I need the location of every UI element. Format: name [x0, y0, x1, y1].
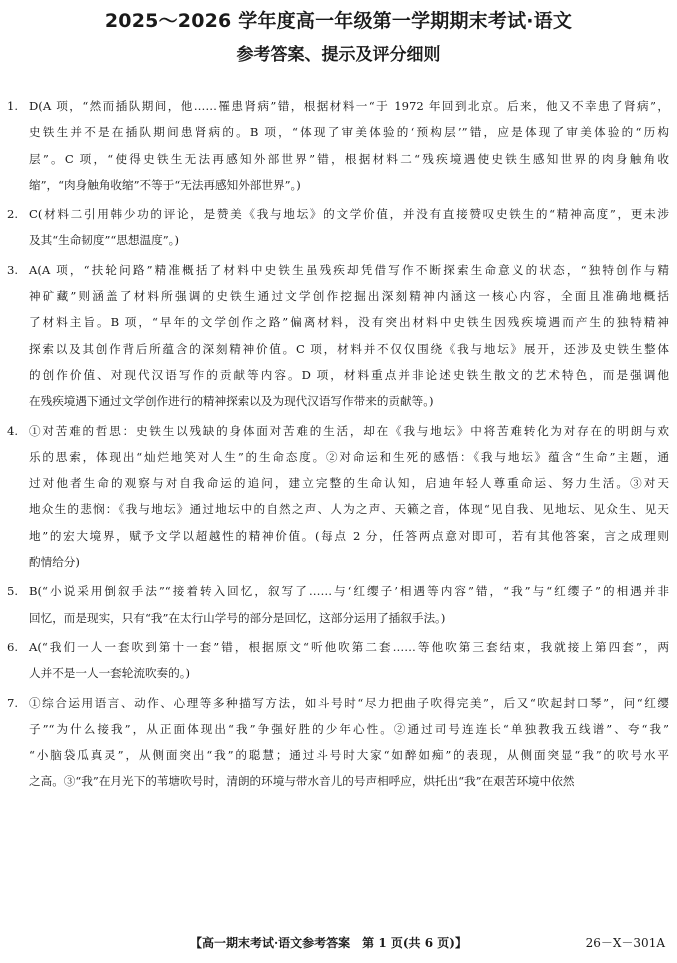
answer-text-line: 及其“生命韧度”“思想温度”。) [29, 233, 179, 248]
answer-number: 7. [7, 695, 19, 710]
answer-number: 3. [7, 262, 19, 277]
answer-text-line: 回忆，而是现实，只有“我”在太行山学号的部分是回忆，这部分运用了插叙手法。) [29, 610, 446, 625]
answer-item [7, 690, 669, 795]
answer-text-line: 的创作价值、对现代汉语写作的贡献等内容。D 项，材料重点并非论述史铁生散文的艺术特色，而是强调他 [29, 367, 669, 382]
answer-text-line: 地众生的悲悯：《我与地坛》通过地坛中的自然之声、人为之声、天籁之音，体现“见自我、见地坛、见众生、见天 [29, 502, 669, 517]
answer-item [7, 418, 669, 576]
page-title: 2025～2026 学年度高一年级第一学期期末考试·语文 [104, 10, 573, 32]
answer-item [7, 578, 669, 631]
answer-number: 2. [7, 207, 19, 222]
answer-text-line: C(材料二引用韩少功的评论，是赞美《我与地坛》的文学价值，并没有直接赞叹史铁生的“精神高度”，更未涉 [29, 207, 669, 222]
answer-text-line: 探索以及其创作背后所蕴含的深刻精神价值。C 项，材料并不仅仅围绕《我与地坛》展开，还涉及史铁生整体 [29, 341, 669, 356]
answer-item [7, 201, 669, 254]
footer-page-info: 【高一期末考试·语文参考答案 第 1 页(共 6 页)】 [190, 936, 467, 950]
answer-text-line: 乐的思索，体现出“灿烂地笑对人生”的生命态度。②对命运和生死的感悟：《我与地坛》蕴含“生命”主题，通 [29, 449, 669, 464]
answer-text-line: 人并不是一人一套轮流吹奏的。) [29, 666, 191, 681]
page-footer [0, 934, 677, 954]
answer-item [7, 93, 669, 198]
answer-number: 1. [7, 99, 19, 113]
answer-list [7, 93, 669, 795]
answer-text-line: 神矿藏”则涵盖了材料所强调的史铁生通过文学创作挖掘出深刻精神内涵这一核心内容，全面且准确地概括 [29, 289, 669, 304]
answer-item [7, 634, 669, 687]
answer-text-line: 之高。③“我”在月光下的苇塘吹号时，清朗的环境与带水音儿的号声相呼应，烘托出“我”在艰苦环境中依然 [29, 774, 575, 789]
answer-number: 5. [7, 584, 19, 599]
answer-number: 6. [7, 639, 19, 654]
footer-doc-code: 26－X－301A [585, 936, 665, 950]
answer-text-line: 缩”，“肉身触角收缩”不等于“无法再感知外部世界”。) [29, 177, 301, 192]
answer-text-line: 地”的宏大境界，赋予文学以超越性的精神价值。(每点 2 分，任答两点意对即可，若有其他答案，言之成理则 [29, 528, 669, 543]
answer-text-line: D(A 项，“然而插队期间，他……罹患肾病”错，根据材料一“于 1972 年回到北京。后来，他又不幸患了肾病”， [29, 99, 669, 113]
answer-text-line: 层”。C 项，“使得史铁生无法再感知外部世界”错，根据材料二“残疾境遇使史铁生感知世界的肉身触角收 [29, 151, 669, 166]
answer-text-line: A(A 项，“扶轮问路”精准概括了材料中史铁生虽残疾却凭借写作不断探索生命意义的状态，“独特创作与精 [29, 262, 669, 277]
answer-text-line: 在残疾境遇下通过文学创作进行的精神探索以及为现代汉语写作带来的贡献等。) [29, 394, 434, 409]
answer-text-line: A(“我们一人一套吹到第十一套”错，根据原文“听他吹第二套……等他吹第三套结束，我就接上第四套”，两 [29, 639, 669, 654]
answer-text-line: 史铁生并不是在插队期间患肾病的。B 项，“体现了审美体验的‘预构层’”错，应是体现了审美体验的“历构 [29, 125, 669, 140]
answer-item [7, 257, 669, 415]
page-subtitle: 参考答案、提示及评分细则 [236, 45, 441, 65]
answer-text-line: ①综合运用语言、动作、心理等多种描写方法，如斗号时“尽力把曲子吹得完美”，后又“吹起封口琴”，问“红缨 [29, 695, 669, 710]
answer-text-line: 子”“为什么接我”，从正面体现出“我”争强好胜的少年心性。②通过司号连连长“单独教我五线谱”、夸“我” [29, 721, 669, 736]
answer-text-line: 了材料主旨。B 项，“早年的文学创作之路”偏离材料，没有突出材料中史铁生因残疾境遇而产生的独特精神 [29, 315, 669, 330]
answer-text-line: “小脑袋瓜真灵”，从侧面突出“我”的聪慧；通过斗号时大家“如醉如痴”的表现，从侧面突显“我”的吹号水平 [29, 748, 669, 763]
answer-text-line: B(“小说采用倒叙手法”“接着转入回忆，叙写了……与‘红缨子’相遇等内容”错，“我”与“红缨子”的相遇并非 [29, 584, 669, 599]
answer-text-line: 酌情给分) [29, 555, 80, 570]
answer-text-line: ①对苦难的哲思：史铁生以残缺的身体面对苦难的生活，却在《我与地坛》中将苦难转化为对存在的明朗与欢 [29, 423, 669, 438]
answer-text-line: 过对他者生命的观察与对自我命运的追问，建立完整的生命认知，启迪年轻人尊重命运、努力生活。③对天 [29, 476, 669, 491]
answer-number: 4. [7, 423, 19, 438]
